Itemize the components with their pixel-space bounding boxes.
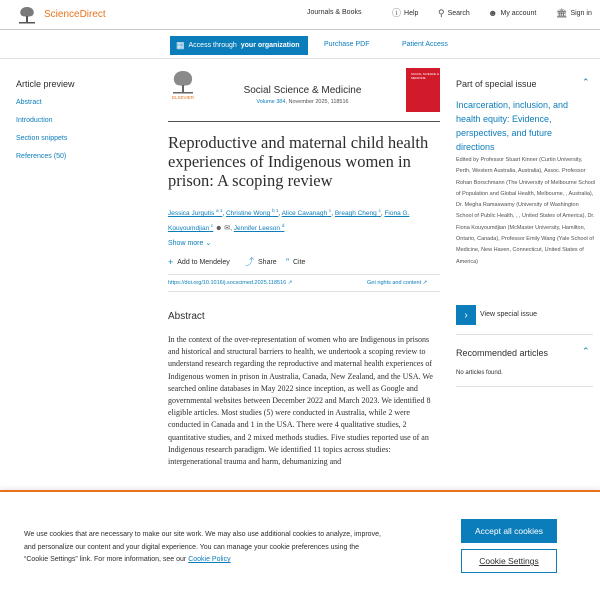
help-link[interactable]: [392, 9, 418, 18]
divider: [456, 386, 593, 387]
brand-name[interactable]: ScienceDirect: [44, 9, 106, 20]
share-icon: ⤴: [245, 257, 255, 267]
sign-in-label: Sign in: [570, 10, 592, 17]
author-link[interactable]: Jessica Jurgutis $^{a 1}$: [168, 208, 223, 218]
search-icon: ⚲: [438, 8, 445, 18]
journal-name[interactable]: Social Science & Medicine: [243, 85, 362, 96]
abstract-text: In the context of the over-representation of women who are Indigenous in prisons and historical and structural barriers to health, we undertook a scoping review to understand research regarding the reproductive and maternal health experiences of Indigenous women in prison in Australia, Canada, New Zealand, and the USA. We searched online databases in May 2022 since inception, as well as Google and governmental websites between December 2022 and March 2023. We identified 8 eligible articles. Most studies (5) were conducted in Australia, while 2 were conducted in Canada and 1 in the USA. There were 4 qualitative studies, 2 quantitative studies, and 2 mixed methods studies. Five studies reported use of an Indigenous research paradigm. We identified 11 topics across studies: intergenerational trauma and harm, dehumanizing and: [168, 335, 433, 467]
mendeley-label: Add to Mendeley: [177, 259, 230, 266]
access-bold: your organization: [240, 42, 300, 49]
cite-label: Cite: [293, 259, 306, 266]
chevron-up-icon[interactable]: ⌃: [582, 77, 590, 87]
divider: [168, 274, 440, 275]
divider: [168, 291, 440, 292]
sidebar-item-references[interactable]: References (50): [16, 153, 67, 160]
patient-access-link[interactable]: Patient Access: [402, 41, 448, 48]
author-link[interactable]: Breagh Cheng $^c$: [334, 208, 381, 218]
cookie-message: We use cookies that are necessary to make our site work. We may also use additional cookies to analyze, improve, and personalize our content and your digital experience. You can manage your cookie preferences using the “Cookie Settings” link. For more information, see our Cookie Policy: [24, 531, 381, 563]
author-link[interactable]: Alice Cavanagh $^c$: [281, 208, 332, 218]
share-label: Share: [258, 259, 277, 266]
no-articles-text: No articles found.: [456, 370, 503, 376]
quote-icon: ”: [286, 257, 289, 267]
author-link[interactable]: Christine Wong $^{b 1}$: [225, 208, 279, 218]
author-link[interactable]: Jennifer Leeson $^d$: [233, 223, 285, 233]
share-button[interactable]: [245, 258, 277, 267]
elsevier-journal-logo[interactable]: [168, 69, 198, 101]
user-icon: ☻: [488, 8, 498, 18]
person-icon[interactable]: ☻: [215, 225, 223, 233]
doi-link[interactable]: https://doi.org/10.1016/j.socscimed.2025.118516 ↗: [168, 280, 293, 286]
cookie-settings-button[interactable]: Cookie Settings: [461, 549, 557, 573]
publisher-name: ELSEVIER: [171, 95, 195, 100]
help-label: Help: [404, 10, 419, 17]
cite-button[interactable]: [286, 258, 305, 267]
journal-volume: [230, 99, 375, 105]
journals-books-label: Journals & Books: [307, 9, 362, 16]
institution-icon: 🏛: [556, 8, 568, 18]
add-to-mendeley-button[interactable]: [168, 258, 230, 267]
accept-all-cookies-button[interactable]: Accept all cookies: [461, 519, 557, 543]
my-account-link[interactable]: [488, 9, 536, 18]
chevron-down-icon: ⌄: [205, 240, 212, 247]
plus-icon: +: [168, 257, 174, 267]
help-icon: ⓘ: [392, 8, 402, 18]
show-more-button[interactable]: [168, 239, 211, 247]
recommended-heading: Recommended articles: [456, 348, 549, 358]
elsevier-tree-logo[interactable]: [16, 4, 38, 24]
chevron-up-icon[interactable]: ⌃: [582, 346, 590, 356]
article-title: Reproductive and maternal child health experiences of Indigenous women in prison: A scoping review: [168, 133, 429, 190]
author-link[interactable]: Fiona G. Kouyoumdjian $^c$: [168, 210, 410, 233]
sidebar-item-section-snippets[interactable]: Section snippets: [16, 135, 68, 142]
email-icon[interactable]: ✉: [224, 225, 231, 233]
special-issue-editors: Edited by Professor Stuart Kinner (Curtin University, Perth, Western Australia, Australia), Assoc. Professor Rohan Borschmann (The University of Melbourne School of Population and Global Health, Melbourne, , Australia), Dr. Megha Ramaswamy (University of Washington School of Public Health, , , United States of America), Dr. Fiona Kouyoumdjian (McMaster University, Hamilton, Ontario, Canada), Professor Emily Wang (Yale School of Medicine, New Haven, Connecticut, United States of America): [456, 157, 596, 265]
author-list: Jessica Jurgutis $^{a 1}$, Christine Wong $^{b 1}$, Alice Cavanagh $^c$, Breagh Cheng $^c$, Fiona G. Kouyoumdjian $^c$ ☻ ✉, Jennifer Leeson $^d$: [168, 208, 410, 233]
purchase-pdf-link[interactable]: Purchase PDF: [324, 41, 370, 48]
rights-link[interactable]: Get rights and content ↗: [367, 280, 428, 286]
view-special-issue-label[interactable]: View special issue: [480, 311, 538, 318]
access-prefix: Access through: [188, 42, 237, 49]
sign-in-link[interactable]: [556, 9, 592, 18]
institution-icon: ▦: [176, 40, 185, 50]
chevron-right-icon: ›: [464, 309, 468, 321]
my-account-label: My account: [500, 10, 537, 17]
view-special-issue-button[interactable]: [456, 305, 476, 325]
cookie-policy-link[interactable]: Cookie Policy: [188, 556, 231, 563]
access-organization-button[interactable]: [170, 36, 308, 55]
special-issue-heading: Part of special issue: [456, 79, 537, 89]
divider: [456, 334, 593, 335]
volume-link[interactable]: Volume 384: [256, 99, 286, 105]
journal-cover-image[interactable]: [406, 68, 440, 112]
search-label: Search: [447, 10, 470, 17]
journals-books-link[interactable]: [307, 9, 361, 16]
abstract-heading: Abstract: [168, 311, 205, 322]
sidebar-item-introduction[interactable]: Introduction: [16, 117, 53, 124]
divider: [168, 121, 440, 122]
show-more-label: Show more: [168, 240, 204, 247]
special-issue-title[interactable]: Incarceration, inclusion, and health equity: Evidence, perspectives, and future directions: [456, 100, 569, 152]
sidebar-item-abstract[interactable]: Abstract: [16, 99, 42, 106]
search-link[interactable]: [438, 9, 470, 18]
journal-cover-text: SOCIAL SCIENCE & MEDICINE: [411, 72, 439, 80]
volume-date: , November 2025, 118516: [285, 99, 349, 105]
article-preview-heading: Article preview: [16, 79, 75, 89]
